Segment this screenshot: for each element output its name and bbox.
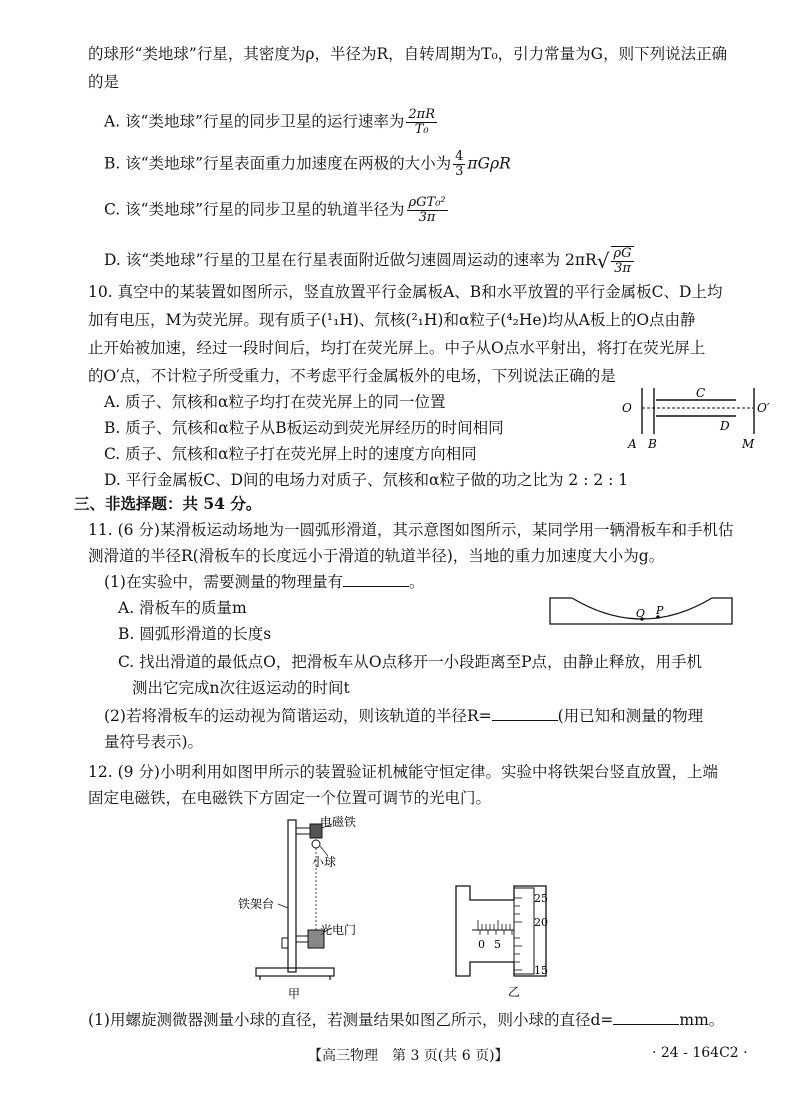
stand-rod <box>288 820 296 972</box>
q10-line4: 的O′点，不计粒子所受重力，不考虑平行金属板外的电场，下列说法正确的是 <box>88 367 616 385</box>
q12-sub1-answer-blank[interactable] <box>613 1010 679 1025</box>
label-a: A <box>628 437 637 451</box>
q11-sub2-line2: 量符号表示)。 <box>104 733 204 751</box>
clamp-bottom <box>296 936 308 942</box>
q9-option-b-suffix: πGρR <box>467 154 511 173</box>
q10-apparatus-diagram <box>612 384 772 456</box>
section-3-heading: 三、非选择题：共 54 分。 <box>74 494 262 513</box>
label-o-prime: O′ <box>757 401 770 415</box>
clamp-top <box>296 828 310 834</box>
q11-line1: 11. (6 分)某滑板运动场地为一圆弧形滑道，其示意图如图所示，某同学用一辆滑板车和手机估 <box>88 521 734 539</box>
caption-yi: 乙 <box>508 985 521 999</box>
q9-option-c-fraction: $\frac{\text{ρGT₀²}}{3\pi}$ <box>408 195 446 225</box>
label-electromagnet: 电磁铁 <box>320 815 357 829</box>
label-d: D <box>720 419 730 433</box>
q12-line1: 12. (9 分)小明利用如图甲所示的装置验证机械能守恒定律。实验中将铁架台竖直放置，上端 <box>88 763 718 781</box>
q9-option-c-text: C. 该“类地球”行星的同步卫星的轨道半径为 <box>104 200 405 219</box>
q9-stem-line1: 的球形“类地球”行星，其密度为ρ，半径为R，自转周期为T₀，引力常量为G，则下列说法正确 <box>88 45 728 63</box>
q11-option-c-line2: 测出它完成n次往返运动的时间t <box>132 679 350 697</box>
q11-option-a: A. 滑板车的质量m <box>118 599 247 617</box>
q11-sub1 <box>104 572 424 592</box>
q9-option-a-text: A. 该“类地球”行星的同步卫星的运行速率为 <box>104 112 405 131</box>
footer-code: · 24 - 164C2 · <box>652 1045 748 1061</box>
q9-option-b-text: B. 该“类地球”行星表面重力加速度在两极的大小为 <box>104 154 452 173</box>
ball <box>312 840 320 848</box>
thimble <box>514 888 534 974</box>
q9-option-b-fraction: $\frac{4}{3}$ <box>455 149 464 179</box>
q11-track-diagram <box>548 592 734 628</box>
q11-sub1-answer-blank[interactable] <box>343 572 409 587</box>
q9-option-a-fraction: $\frac{2\pi R}{\text{T₀}}$ <box>408 107 436 137</box>
main-scale-0: 0 <box>478 938 485 951</box>
label-m: M <box>742 437 755 451</box>
q11-option-b: B. 圆弧形滑道的长度s <box>118 625 272 643</box>
micrometer-body <box>456 886 546 976</box>
q9-option-d-text: D. 该“类地球”行星的卫星在行星表面附近做匀速圆周运动的速率为 2πR <box>104 251 597 269</box>
q12-sub1-unit: mm。 <box>679 1011 725 1029</box>
caption-jia: 甲 <box>288 987 301 1001</box>
q10-line3: 止开始被加速，经过一段时间后，均打在荧光屏上。中子从O点水平射出，将打在荧光屏上 <box>88 339 706 357</box>
q10-option-a: A. 质子、氘核和α粒子均打在荧光屏上的同一位置 <box>104 393 446 411</box>
label-o: O <box>622 401 632 415</box>
label-o: O <box>636 607 646 620</box>
q9-option-d-fraction: $\frac{\rho G}{3\pi}$ <box>613 246 632 276</box>
label-c: C <box>696 386 706 400</box>
q11-sub2 <box>104 706 703 726</box>
clamp-left <box>282 938 288 948</box>
q12-figure-yi-micrometer <box>450 880 560 1000</box>
main-scale-5: 5 <box>494 938 501 951</box>
q11-sub1-text: (1)在实验中，需要测量的物理量有 <box>104 573 343 591</box>
q9-option-a <box>104 108 439 137</box>
q10-option-d: D. 平行金属板C、D间的电场力对质子、氘核和α粒子做的功之比为 2 : 2 : 1 <box>104 471 629 489</box>
q12-line2: 固定电磁铁，在电磁铁下方固定一个位置可调节的光电门。 <box>88 789 492 807</box>
q9-option-b <box>104 150 511 179</box>
q12-figure-jia <box>236 812 376 1002</box>
q11-option-c-line1: C. 找出滑道的最低点O，把滑板车从O点移开一小段距离至P点，由静止释放，用手机 <box>118 653 703 671</box>
footer-page-info: 【高三物理 第 3 页(共 6 页)】 <box>308 1048 509 1064</box>
thimble-25: 25 <box>534 892 548 905</box>
label-b: B <box>648 437 657 451</box>
q12-sub1-text: (1)用螺旋测微器测量小球的直径，若测量结果如图乙所示，则小球的直径d= <box>88 1011 614 1029</box>
q11-sub1-end: 。 <box>408 573 425 591</box>
label-ball: 小球 <box>312 855 337 869</box>
label-stand: 铁架台 <box>238 897 275 911</box>
label-photogate: 光电门 <box>320 923 357 937</box>
q10-option-c: C. 质子、氘核和α粒子打在荧光屏上时的速度方向相同 <box>104 445 477 463</box>
q11-sub2-text-b: (用已知和测量的物理 <box>557 707 704 725</box>
label-p: P <box>656 604 664 617</box>
q10-option-b: B. 质子、氘核和α粒子从B板运动到荧光屏经历的时间相同 <box>104 419 504 437</box>
q9-stem-line2: 的是 <box>88 73 120 91</box>
q10-line1: 10. 真空中的某装置如图所示，竖直放置平行金属板A、B和水平放置的平行金属板C、D上均 <box>88 283 723 301</box>
thimble-15: 15 <box>534 964 548 977</box>
q10-line2: 加有电压，M为荧光屏。现有质子(¹₁H)、氘核(²₁H)和α粒子(⁴₂He)均从A板上的O点由静 <box>88 311 696 329</box>
thimble-20: 20 <box>534 916 548 929</box>
q11-sub2-answer-blank[interactable] <box>492 706 558 721</box>
q9-option-d <box>104 246 636 276</box>
sqrt-symbol: √ <box>596 249 610 273</box>
q11-line2: 测滑道的半径R(滑板车的长度远小于滑道的轨道半径)，当地的重力加速度大小为g。 <box>88 547 665 565</box>
q11-sub2-text: (2)若将滑板车的运动视为简谐运动，则该轨道的半径R= <box>104 707 492 725</box>
q9-option-c <box>104 196 450 225</box>
q12-sub1 <box>88 1010 724 1030</box>
